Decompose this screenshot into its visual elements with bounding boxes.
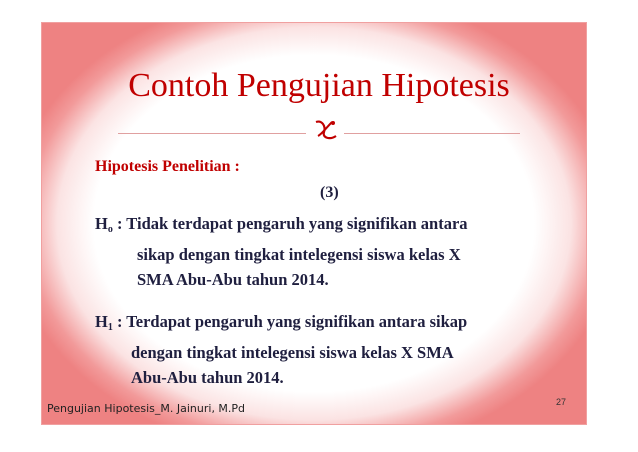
h0-letter: H [95,214,108,233]
divider-left [118,133,306,134]
h1-line1: : Terdapat pengaruh yang signifikan antara sikap [112,312,468,331]
footer-text: Pengujian Hipotesis_M. Jainuri, M.Pd [47,402,246,415]
alternative-hypothesis [95,309,467,390]
h0-line3: SMA Abu-Abu tahun 2014. [137,270,329,289]
null-hypothesis [95,211,468,292]
hypothesis-number: (3) [320,184,339,201]
h0-line1: : Tidak terdapat pengaruh yang signifikan antara [112,214,468,233]
h1-subscript: 1 [107,322,113,333]
h1-letter: H [95,312,108,331]
slide-title: Contoh Pengujian Hipotesis [128,67,510,104]
ornament-icon [312,116,340,144]
h1-line3: Abu-Abu tahun 2014. [131,368,284,387]
h0-subscript: o [107,224,113,235]
h0-line2: sikap dengan tingkat intelegensi siswa kelas X [137,245,461,264]
divider-right [344,133,520,134]
h1-line2: dengan tingkat intelegensi siswa kelas X SMA [131,343,454,362]
page-number: 27 [556,397,567,407]
subheading: Hipotesis Penelitian : [95,158,240,175]
